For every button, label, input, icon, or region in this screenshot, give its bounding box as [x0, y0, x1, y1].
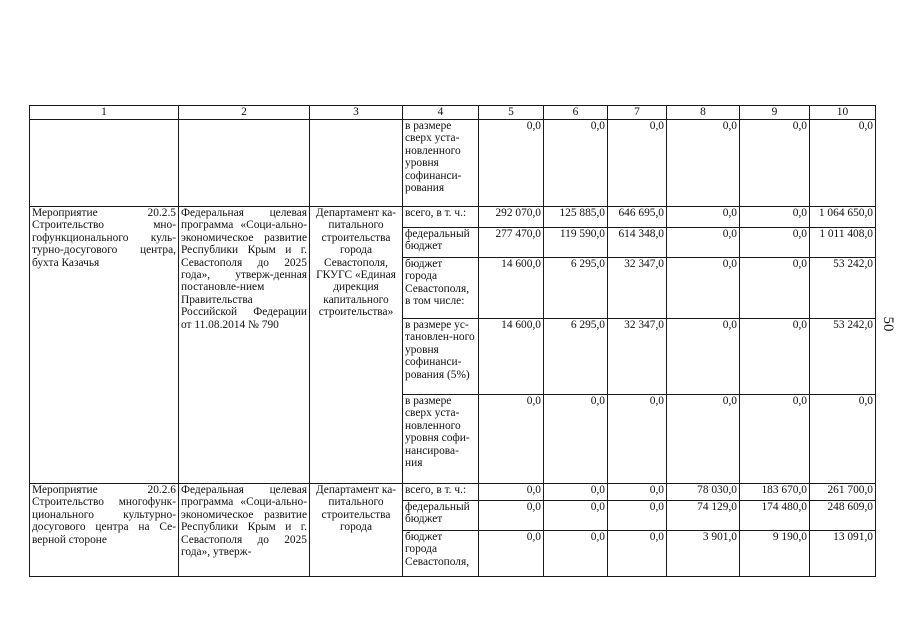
value-cell: 0,0 — [810, 395, 876, 484]
value-cell: 248 609,0 — [810, 501, 876, 531]
value-cell: 125 885,0 — [544, 207, 608, 228]
col-header-10: 10 — [810, 106, 876, 120]
value-cell: 9 190,0 — [740, 531, 810, 577]
value-cell: 0,0 — [740, 395, 810, 484]
value-cell: 292 070,0 — [479, 207, 544, 228]
value-cell: 277 470,0 — [479, 228, 544, 258]
funding-source-cell: всего, в т. ч.: — [403, 484, 479, 501]
col-header-1: 1 — [30, 106, 179, 120]
value-cell: 0,0 — [667, 120, 740, 207]
table-cell — [30, 120, 179, 207]
value-cell: 0,0 — [740, 120, 810, 207]
value-cell: 0,0 — [667, 395, 740, 484]
value-cell: 3 901,0 — [667, 531, 740, 577]
funding-source-cell: бюджет города Севастополя, — [403, 531, 479, 577]
value-cell: 53 242,0 — [810, 258, 876, 319]
value-cell: 0,0 — [608, 484, 667, 501]
col-header-4: 4 — [403, 106, 479, 120]
value-cell: 0,0 — [740, 258, 810, 319]
table-cell — [179, 120, 310, 207]
program-cell: Федеральная целевая программа «Соци-ально-экономическое развитие Республики Крым и г. Севастополя до 2025 года», утверж- — [179, 484, 310, 577]
value-cell: 261 700,0 — [810, 484, 876, 501]
measure-name-cell: Мероприятие 20.2.5 Строительство мно-гофункционального куль-турно-досугового центра, бухта Казачья — [30, 207, 179, 484]
value-cell: 0,0 — [810, 120, 876, 207]
value-cell: 614 348,0 — [608, 228, 667, 258]
value-cell: 6 295,0 — [544, 319, 608, 395]
value-cell: 0,0 — [740, 228, 810, 258]
measure-name-cell: Мероприятие 20.2.6 Строительство многофунк-ционального культурно-досугового центра на Се-верной стороне — [30, 484, 179, 577]
value-cell: 0,0 — [608, 395, 667, 484]
value-cell: 0,0 — [608, 120, 667, 207]
value-cell: 0,0 — [479, 120, 544, 207]
table-row — [30, 120, 876, 207]
col-header-7: 7 — [608, 106, 667, 120]
value-cell: 0,0 — [667, 207, 740, 228]
value-cell: 53 242,0 — [810, 319, 876, 395]
value-cell: 119 590,0 — [544, 228, 608, 258]
funding-source-cell: федеральный бюджет — [403, 228, 479, 258]
value-cell: 32 347,0 — [608, 319, 667, 395]
value-cell: 0,0 — [479, 501, 544, 531]
table-cell — [310, 120, 403, 207]
header-row — [30, 106, 876, 120]
value-cell: 0,0 — [544, 120, 608, 207]
budget-table — [29, 105, 876, 577]
funding-source-cell: в размере сверх уста-новленного уровня софи-нансирова-ния — [403, 395, 479, 484]
value-cell: 1 064 650,0 — [810, 207, 876, 228]
value-cell: 0,0 — [608, 531, 667, 577]
col-header-5: 5 — [479, 106, 544, 120]
value-cell: 14 600,0 — [479, 258, 544, 319]
value-cell: 0,0 — [479, 395, 544, 484]
value-cell: 0,0 — [479, 484, 544, 501]
funding-source-cell: в размере сверх уста-новленного уровня софинанси-рования — [403, 120, 479, 207]
col-header-6: 6 — [544, 106, 608, 120]
value-cell: 646 695,0 — [608, 207, 667, 228]
funding-source-cell: всего, в т. ч.: — [403, 207, 479, 228]
program-cell: Федеральная целевая программа «Соци-ально-экономическое развитие Республики Крым и г. Севастополя до 2025 года», утверж-денная постановле-нием Правительства Российской Федерации от 11.08.2014 № 790 — [179, 207, 310, 484]
funding-source-cell: бюджет города Севастополя, в том числе: — [403, 258, 479, 319]
col-header-9: 9 — [740, 106, 810, 120]
value-cell: 0,0 — [740, 319, 810, 395]
value-cell: 1 011 408,0 — [810, 228, 876, 258]
value-cell: 0,0 — [479, 531, 544, 577]
table-row — [30, 207, 876, 228]
executor-cell: Департамент ка-питального строительства города — [310, 484, 403, 577]
value-cell: 174 480,0 — [740, 501, 810, 531]
value-cell: 0,0 — [608, 501, 667, 531]
value-cell: 0,0 — [667, 228, 740, 258]
value-cell: 0,0 — [667, 319, 740, 395]
page-number: 50 — [880, 316, 896, 332]
funding-source-cell: федеральный бюджет — [403, 501, 479, 531]
value-cell: 183 670,0 — [740, 484, 810, 501]
table-row — [30, 484, 876, 501]
value-cell: 6 295,0 — [544, 258, 608, 319]
value-cell: 32 347,0 — [608, 258, 667, 319]
executor-cell: Департамент ка-питального строительства города Севастополя, ГКУГС «Единая дирекция капитального строительства» — [310, 207, 403, 484]
funding-source-cell: в размере ус-тановлен-ного уровня софинанси-рования (5%) — [403, 319, 479, 395]
value-cell: 0,0 — [667, 258, 740, 319]
value-cell: 13 091,0 — [810, 531, 876, 577]
value-cell: 0,0 — [740, 207, 810, 228]
value-cell: 0,0 — [544, 484, 608, 501]
col-header-8: 8 — [667, 106, 740, 120]
value-cell: 0,0 — [544, 395, 608, 484]
value-cell: 74 129,0 — [667, 501, 740, 531]
value-cell: 0,0 — [544, 531, 608, 577]
col-header-2: 2 — [179, 106, 310, 120]
value-cell: 14 600,0 — [479, 319, 544, 395]
value-cell: 0,0 — [544, 501, 608, 531]
value-cell: 78 030,0 — [667, 484, 740, 501]
col-header-3: 3 — [310, 106, 403, 120]
